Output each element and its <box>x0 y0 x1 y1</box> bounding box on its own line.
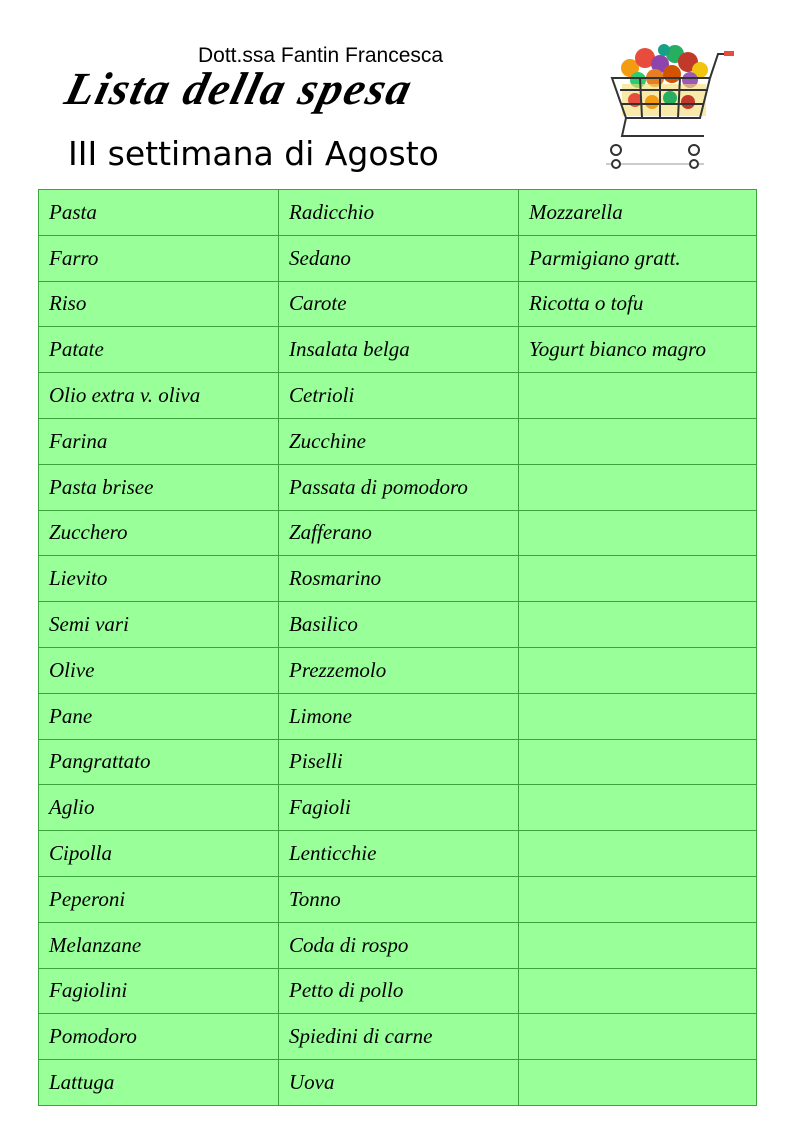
author-name: Dott.ssa Fantin Francesca <box>198 44 444 67</box>
list-item: Piselli <box>279 739 519 785</box>
table-row <box>39 1014 757 1060</box>
table-row <box>39 602 757 648</box>
list-item: Pomodoro <box>39 1014 279 1060</box>
list-item: Yogurt bianco magro <box>519 327 757 373</box>
list-item <box>519 831 757 877</box>
list-item: Lattuga <box>39 1060 279 1106</box>
table-row <box>39 739 757 785</box>
page-subtitle: III settimana di Agosto <box>68 134 439 173</box>
list-item: Limone <box>279 693 519 739</box>
list-item: Pangrattato <box>39 739 279 785</box>
list-item: Farina <box>39 418 279 464</box>
list-item: Uova <box>279 1060 519 1106</box>
list-item: Cetrioli <box>279 373 519 419</box>
list-item <box>519 1014 757 1060</box>
table-row <box>39 968 757 1014</box>
list-item: Coda di rospo <box>279 922 519 968</box>
list-item <box>519 739 757 785</box>
list-item <box>519 876 757 922</box>
table-row <box>39 876 757 922</box>
list-item: Ricotta o tofu <box>519 281 757 327</box>
table-row <box>39 235 757 281</box>
list-item <box>519 556 757 602</box>
list-item: Insalata belga <box>279 327 519 373</box>
list-item: Radicchio <box>279 190 519 236</box>
table-row <box>39 373 757 419</box>
list-item: Zafferano <box>279 510 519 556</box>
list-item <box>519 510 757 556</box>
list-item: Tonno <box>279 876 519 922</box>
list-item: Semi vari <box>39 602 279 648</box>
table-row <box>39 464 757 510</box>
list-item: Pane <box>39 693 279 739</box>
list-item: Mozzarella <box>519 190 757 236</box>
table-row <box>39 327 757 373</box>
list-item: Peperoni <box>39 876 279 922</box>
table-row <box>39 190 757 236</box>
list-item: Fagioli <box>279 785 519 831</box>
list-item <box>519 602 757 648</box>
list-item <box>519 785 757 831</box>
list-item: Melanzane <box>39 922 279 968</box>
table-row <box>39 418 757 464</box>
list-item <box>519 373 757 419</box>
list-item: Rosmarino <box>279 556 519 602</box>
list-item <box>519 922 757 968</box>
list-item: Zucchine <box>279 418 519 464</box>
list-item: Cipolla <box>39 831 279 877</box>
list-item: Carote <box>279 281 519 327</box>
list-item: Pasta <box>39 190 279 236</box>
list-item <box>519 968 757 1014</box>
list-item: Lenticchie <box>279 831 519 877</box>
table-row <box>39 647 757 693</box>
list-item: Passata di pomodoro <box>279 464 519 510</box>
table-row <box>39 510 757 556</box>
page-title: Lista della spesa <box>60 63 419 114</box>
table-row <box>39 1060 757 1106</box>
table-row <box>39 281 757 327</box>
list-item: Aglio <box>39 785 279 831</box>
list-item: Patate <box>39 327 279 373</box>
shopping-cart-with-fruits-icon <box>600 40 740 172</box>
list-item <box>519 647 757 693</box>
list-item: Parmigiano gratt. <box>519 235 757 281</box>
list-item: Pasta brisee <box>39 464 279 510</box>
list-item <box>519 464 757 510</box>
list-item: Fagiolini <box>39 968 279 1014</box>
list-item: Lievito <box>39 556 279 602</box>
list-item: Prezzemolo <box>279 647 519 693</box>
shopping-list-table <box>38 189 757 1106</box>
list-item: Petto di pollo <box>279 968 519 1014</box>
list-item: Basilico <box>279 602 519 648</box>
list-item: Spiedini di carne <box>279 1014 519 1060</box>
list-item <box>519 1060 757 1106</box>
list-item <box>519 418 757 464</box>
list-item: Riso <box>39 281 279 327</box>
list-item: Farro <box>39 235 279 281</box>
table-row <box>39 556 757 602</box>
table-row <box>39 693 757 739</box>
list-item: Zucchero <box>39 510 279 556</box>
list-item: Olive <box>39 647 279 693</box>
table-row <box>39 785 757 831</box>
list-item: Olio extra v. oliva <box>39 373 279 419</box>
table-row <box>39 922 757 968</box>
table-row <box>39 831 757 877</box>
list-item <box>519 693 757 739</box>
list-item: Sedano <box>279 235 519 281</box>
